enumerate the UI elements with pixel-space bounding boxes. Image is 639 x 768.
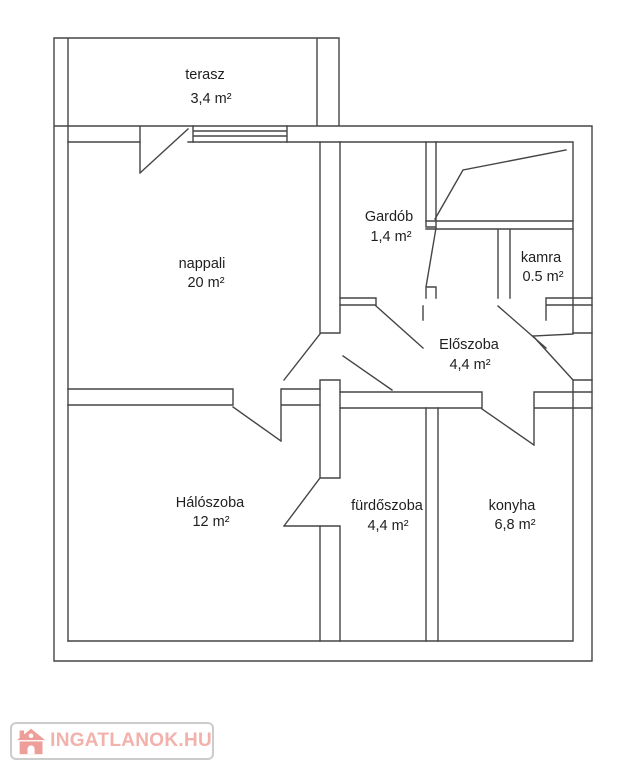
room-area: 6,8 m² [494,517,536,533]
house-icon [17,727,45,755]
watermark-ingatlanok [10,722,214,760]
room-label-furdoszoba [351,498,424,534]
room-label-kamra [521,250,564,285]
room-name: fürdőszoba [351,498,423,514]
room-label-haloszoba [176,495,245,530]
room-label-nappali [179,256,226,291]
room-area: 1,4 m² [370,229,412,245]
room-area: 0.5 m² [522,269,564,285]
room-name: Hálószoba [175,495,245,511]
room-area: 4,4 m² [449,357,491,373]
room-area: 20 m² [187,275,225,291]
room-label-gardrob [365,209,413,245]
room-name: Gardób [364,209,414,225]
room-label-konyha [489,498,537,533]
room-name: nappali [178,256,226,272]
room-name: konyha [488,498,536,514]
room-area: 12 m² [192,514,230,530]
room-label-eloszoba [439,337,500,373]
room-name: kamra [520,250,562,266]
walls [54,38,592,661]
room-name: terasz [185,67,225,83]
watermark-text: INGATLANOK.HU [50,730,212,751]
room-labels [176,67,564,534]
room-name: Előszoba [439,337,499,353]
room-area: 3,4 m² [190,91,232,107]
room-label-terasz [185,67,231,107]
room-area: 4,4 m² [367,518,409,534]
